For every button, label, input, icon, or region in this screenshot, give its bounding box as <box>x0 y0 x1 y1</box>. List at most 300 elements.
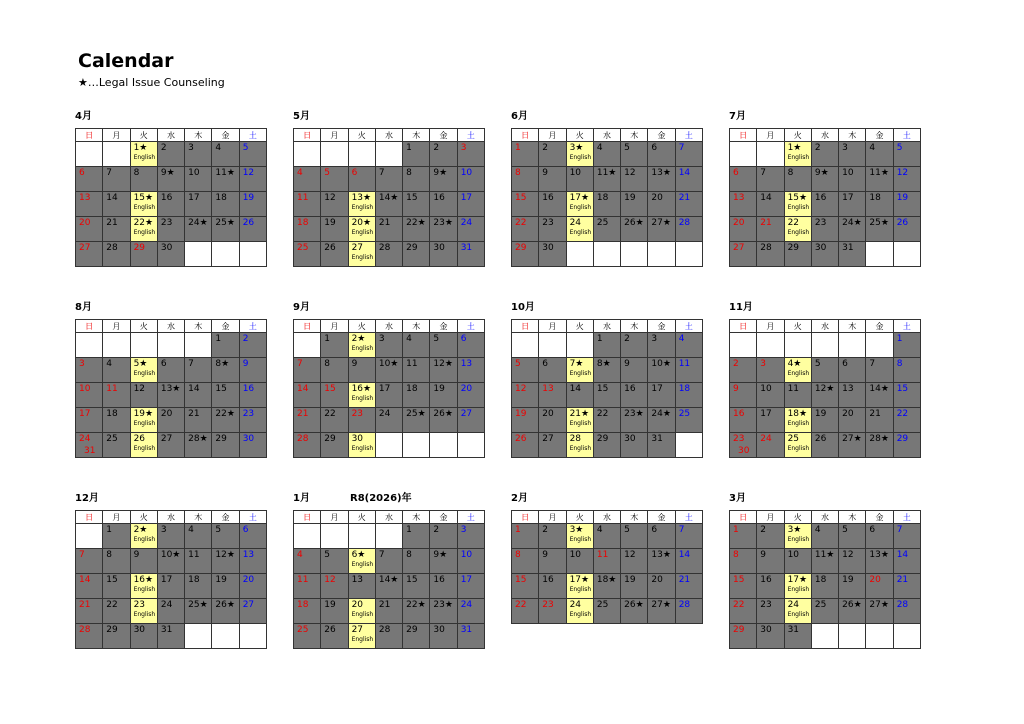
day-cell <box>457 242 484 267</box>
day-cell <box>294 167 321 192</box>
day-number: 22 <box>324 409 336 419</box>
day-cell <box>593 242 620 267</box>
day-number: 1 <box>106 525 113 535</box>
day-cell <box>784 408 811 433</box>
day-cell <box>212 524 239 549</box>
english-label: English <box>569 204 592 211</box>
day-number: 16★ <box>351 384 372 394</box>
day-number: 24 <box>569 600 582 610</box>
day-cell <box>839 217 866 242</box>
day-number: 19 <box>324 218 336 228</box>
day-number: 12 <box>624 168 636 178</box>
day-number: 2 <box>433 525 440 535</box>
day-cell <box>403 383 430 408</box>
day-cell <box>185 524 212 549</box>
weekday-header: 水 <box>157 129 184 142</box>
day-cell <box>430 242 457 267</box>
day-cell <box>839 524 866 549</box>
weekday-header: 月 <box>539 320 566 333</box>
day-number: 3 <box>842 143 848 153</box>
day-number: 6 <box>651 525 658 535</box>
day-number: 3 <box>188 143 194 153</box>
weekday-header: 火 <box>130 320 157 333</box>
day-number: 6★ <box>351 550 366 560</box>
day-number: 1 <box>215 334 222 344</box>
day-number: 13★ <box>651 168 671 178</box>
day-cell <box>348 599 375 624</box>
weekday-header: 金 <box>866 511 893 524</box>
day-cell <box>893 599 920 624</box>
year-label: R8(2026)年 <box>350 493 412 504</box>
weekday-header: 火 <box>348 320 375 333</box>
day-cell <box>621 408 648 433</box>
english-label: English <box>133 445 156 452</box>
weekday-header: 土 <box>457 320 484 333</box>
day-number: 12★ <box>433 359 453 369</box>
day-number: 8★ <box>596 359 611 369</box>
day-number: 20 <box>651 193 663 203</box>
day-number: 1 <box>733 525 739 535</box>
day-number: 23 <box>160 218 173 228</box>
day-cell <box>730 142 757 167</box>
day-cell <box>294 524 321 549</box>
day-cell <box>185 433 212 458</box>
day-cell <box>784 192 811 217</box>
day-cell <box>784 333 811 358</box>
day-cell <box>811 333 838 358</box>
day-number: 28 <box>896 600 909 610</box>
day-number: 23★ <box>433 600 453 610</box>
weekday-header: 日 <box>730 511 757 524</box>
day-cell <box>811 624 838 649</box>
day-cell <box>648 408 675 433</box>
day-number: 19 <box>324 600 336 610</box>
day-cell <box>839 167 866 192</box>
day-number: 17 <box>188 193 200 203</box>
day-number: 11★ <box>215 168 235 178</box>
day-cell <box>566 433 593 458</box>
day-number: 13 <box>542 384 554 394</box>
day-number: 15 <box>515 193 527 203</box>
day-cell <box>893 524 920 549</box>
day-cell <box>321 524 348 549</box>
day-cell <box>757 624 784 649</box>
day-cell <box>539 599 566 624</box>
day-cell <box>893 574 920 599</box>
day-cell <box>103 358 130 383</box>
day-cell <box>185 217 212 242</box>
weekday-header: 木 <box>839 320 866 333</box>
day-number: 28 <box>106 243 118 253</box>
day-cell <box>294 358 321 383</box>
weekday-header: 土 <box>457 129 484 142</box>
day-cell <box>294 383 321 408</box>
day-cell <box>239 549 266 574</box>
day-cell <box>212 358 239 383</box>
month-calendar-1 <box>293 128 485 267</box>
day-cell <box>784 433 811 458</box>
day-number: 12 <box>896 168 909 178</box>
day-number: 18 <box>678 384 691 394</box>
day-cell <box>566 167 593 192</box>
day-number: 28 <box>79 625 91 635</box>
day-cell <box>239 524 266 549</box>
day-number: 31 <box>84 446 96 456</box>
day-cell <box>103 242 130 267</box>
day-cell <box>430 142 457 167</box>
day-cell <box>430 217 457 242</box>
day-cell <box>566 599 593 624</box>
day-cell <box>103 574 130 599</box>
day-cell <box>212 624 239 649</box>
day-cell <box>512 217 539 242</box>
day-number: 27★ <box>869 600 889 610</box>
weekday-header: 水 <box>375 129 402 142</box>
day-cell <box>539 192 566 217</box>
day-cell <box>157 217 184 242</box>
day-cell <box>675 358 702 383</box>
day-number: 26★ <box>624 600 644 610</box>
day-cell <box>675 242 702 267</box>
weekday-header: 木 <box>839 129 866 142</box>
day-number: 15 <box>106 575 118 585</box>
weekday-header: 水 <box>593 511 620 524</box>
day-cell <box>294 549 321 574</box>
day-cell <box>893 624 920 649</box>
day-cell <box>621 192 648 217</box>
day-number: 23★ <box>433 218 453 228</box>
weekday-header: 月 <box>757 511 784 524</box>
day-number: 5★ <box>133 359 148 369</box>
day-cell <box>294 217 321 242</box>
day-cell <box>784 549 811 574</box>
day-number: 8 <box>106 550 113 560</box>
day-number: 12 <box>242 168 255 178</box>
day-cell <box>621 383 648 408</box>
month-calendar-2 <box>511 128 703 267</box>
day-cell <box>811 242 838 267</box>
day-cell <box>730 383 757 408</box>
day-number: 30 <box>760 625 772 635</box>
day-number: 10★ <box>160 550 181 560</box>
day-number: 20 <box>242 575 255 585</box>
day-number: 3 <box>160 525 167 535</box>
day-cell <box>403 549 430 574</box>
day-number: 10 <box>460 168 473 178</box>
day-number: 30 <box>160 243 173 253</box>
day-cell <box>675 549 702 574</box>
day-cell <box>621 217 648 242</box>
day-number: 8★ <box>215 359 230 369</box>
day-cell <box>185 624 212 649</box>
day-number: 15 <box>896 384 909 394</box>
day-cell <box>321 242 348 267</box>
day-number: 30 <box>433 625 445 635</box>
english-label: English <box>351 636 374 643</box>
day-number: 24 <box>787 600 800 610</box>
day-cell <box>675 574 702 599</box>
day-cell <box>784 217 811 242</box>
day-number: 12 <box>324 575 336 585</box>
weekday-header: 月 <box>757 320 784 333</box>
weekday-header: 水 <box>811 320 838 333</box>
day-cell <box>457 624 484 649</box>
weekday-header: 日 <box>76 129 103 142</box>
day-cell <box>239 408 266 433</box>
day-number: 23 <box>351 409 364 419</box>
day-cell <box>375 524 402 549</box>
day-number: 2 <box>160 143 167 153</box>
day-cell <box>348 524 375 549</box>
day-number: 23 <box>242 409 255 419</box>
day-cell <box>348 192 375 217</box>
day-cell <box>321 217 348 242</box>
day-number: 4 <box>106 359 113 369</box>
day-cell <box>239 433 266 458</box>
day-cell <box>212 192 239 217</box>
day-cell <box>130 242 157 267</box>
day-number: 14 <box>106 193 118 203</box>
day-cell <box>784 599 811 624</box>
day-number: 6 <box>351 168 358 178</box>
day-number: 29 <box>787 243 800 253</box>
day-number: 26 <box>814 434 827 444</box>
day-number: 6 <box>842 359 848 369</box>
weekday-header: 日 <box>512 129 539 142</box>
day-cell <box>457 433 484 458</box>
day-number: 10★ <box>378 359 399 369</box>
day-number: 24 <box>569 218 582 228</box>
day-cell <box>457 142 484 167</box>
day-cell <box>130 574 157 599</box>
english-label: English <box>787 445 810 452</box>
day-number: 22 <box>787 218 800 228</box>
weekday-header: 日 <box>294 129 321 142</box>
day-number: 6 <box>79 168 85 178</box>
day-number: 21 <box>678 575 691 585</box>
day-cell <box>185 142 212 167</box>
day-number: 13 <box>842 384 854 394</box>
day-cell <box>239 142 266 167</box>
day-cell <box>430 358 457 383</box>
day-number: 27★ <box>651 218 671 228</box>
day-number: 27★ <box>842 434 862 444</box>
english-label: English <box>133 536 156 543</box>
page-title: Calendar <box>78 50 174 72</box>
day-cell <box>512 167 539 192</box>
day-cell <box>76 217 103 242</box>
day-cell <box>784 524 811 549</box>
day-cell <box>375 358 402 383</box>
day-number: 19 <box>515 409 527 419</box>
weekday-header: 木 <box>185 511 212 524</box>
day-number: 1 <box>324 334 331 344</box>
day-number: 21 <box>297 409 309 419</box>
day-cell <box>321 333 348 358</box>
day-number: 6 <box>542 359 549 369</box>
day-number: 11 <box>596 550 609 560</box>
day-number: 11 <box>406 359 418 369</box>
day-cell <box>784 242 811 267</box>
day-number: 11 <box>787 384 800 394</box>
day-cell <box>375 624 402 649</box>
month-label: 6月 <box>511 111 528 122</box>
day-cell <box>757 142 784 167</box>
day-number: 14★ <box>378 575 399 585</box>
day-cell <box>103 192 130 217</box>
day-number: 22 <box>733 600 745 610</box>
english-label: English <box>133 420 156 427</box>
english-label: English <box>569 445 592 452</box>
day-cell <box>76 599 103 624</box>
weekday-header: 月 <box>103 511 130 524</box>
day-cell <box>430 192 457 217</box>
day-number: 9 <box>351 359 358 369</box>
weekday-header: 日 <box>294 511 321 524</box>
day-cell <box>430 167 457 192</box>
day-cell <box>212 242 239 267</box>
day-number: 28 <box>760 243 772 253</box>
month-calendar-9 <box>293 510 485 649</box>
day-cell <box>457 217 484 242</box>
day-number: 15★ <box>133 193 154 203</box>
day-number: 17 <box>460 193 473 203</box>
day-number: 29 <box>215 434 227 444</box>
day-number: 2 <box>814 143 821 153</box>
weekday-header: 土 <box>893 511 920 524</box>
day-cell <box>893 192 920 217</box>
day-cell <box>621 333 648 358</box>
day-cell <box>893 142 920 167</box>
day-number: 16 <box>433 575 445 585</box>
day-cell <box>239 358 266 383</box>
day-cell <box>103 524 130 549</box>
day-number: 1 <box>515 143 521 153</box>
day-number: 7 <box>678 525 685 535</box>
day-number: 11 <box>678 359 691 369</box>
day-number: 1★ <box>787 143 802 153</box>
day-number: 31 <box>460 243 473 253</box>
weekday-header: 金 <box>430 511 457 524</box>
day-cell <box>403 167 430 192</box>
day-number: 5 <box>814 359 821 369</box>
english-label: English <box>787 229 810 236</box>
weekday-header: 金 <box>866 129 893 142</box>
day-cell <box>403 358 430 383</box>
weekday-header: 土 <box>893 320 920 333</box>
weekday-header: 土 <box>675 129 702 142</box>
weekday-header: 土 <box>675 320 702 333</box>
day-cell <box>294 599 321 624</box>
day-cell <box>185 192 212 217</box>
day-cell <box>403 217 430 242</box>
day-cell <box>839 574 866 599</box>
english-label: English <box>787 204 810 211</box>
day-cell <box>811 217 838 242</box>
day-cell <box>811 142 838 167</box>
day-number: 4 <box>596 143 603 153</box>
day-cell <box>375 167 402 192</box>
day-number: 26★ <box>624 218 644 228</box>
weekday-header: 月 <box>321 511 348 524</box>
day-number: 11 <box>297 575 309 585</box>
month-calendar-10 <box>511 510 703 624</box>
day-number: 25★ <box>406 409 426 419</box>
day-number: 3 <box>460 143 467 153</box>
day-cell <box>321 574 348 599</box>
weekday-header: 月 <box>321 129 348 142</box>
day-number: 20 <box>351 600 364 610</box>
day-number: 29 <box>515 243 527 253</box>
month-label: 12月 <box>75 493 99 504</box>
day-number: 28 <box>378 625 391 635</box>
day-cell <box>539 142 566 167</box>
weekday-header: 月 <box>757 129 784 142</box>
day-cell <box>430 549 457 574</box>
weekday-header: 火 <box>130 129 157 142</box>
day-cell <box>593 383 620 408</box>
day-cell <box>430 524 457 549</box>
day-cell <box>648 358 675 383</box>
day-number: 20 <box>160 409 173 419</box>
day-cell <box>730 574 757 599</box>
day-number: 20 <box>651 575 663 585</box>
weekday-header: 金 <box>212 320 239 333</box>
day-number: 29 <box>596 434 609 444</box>
day-cell <box>375 333 402 358</box>
day-number: 2 <box>542 525 549 535</box>
day-cell <box>893 242 920 267</box>
english-label: English <box>569 229 592 236</box>
weekday-header: 木 <box>185 320 212 333</box>
day-number: 29 <box>406 625 418 635</box>
day-cell <box>539 549 566 574</box>
day-cell <box>403 192 430 217</box>
day-cell <box>539 358 566 383</box>
day-cell <box>375 142 402 167</box>
day-cell <box>675 217 702 242</box>
day-cell <box>321 624 348 649</box>
weekday-header: 木 <box>403 129 430 142</box>
day-cell <box>593 142 620 167</box>
day-number: 16★ <box>133 575 154 585</box>
day-number: 16 <box>242 384 255 394</box>
day-cell <box>348 142 375 167</box>
day-cell <box>375 574 402 599</box>
day-cell <box>730 192 757 217</box>
day-cell <box>76 142 103 167</box>
day-number: 15 <box>515 575 527 585</box>
day-number: 31 <box>160 625 173 635</box>
day-cell <box>403 433 430 458</box>
day-number: 25 <box>787 434 800 444</box>
day-cell <box>621 433 648 458</box>
day-cell <box>866 433 893 458</box>
day-number: 24 <box>460 600 473 610</box>
day-number: 19 <box>242 193 255 203</box>
day-cell <box>593 167 620 192</box>
day-number: 27 <box>351 243 364 253</box>
weekday-header: 土 <box>239 129 266 142</box>
weekday-header: 火 <box>784 129 811 142</box>
day-number: 28 <box>678 600 691 610</box>
day-number: 17 <box>378 384 391 394</box>
day-number: 8 <box>406 550 412 560</box>
weekday-header: 水 <box>811 511 838 524</box>
day-cell <box>321 192 348 217</box>
day-number: 15 <box>215 384 227 394</box>
day-number: 11 <box>188 550 200 560</box>
